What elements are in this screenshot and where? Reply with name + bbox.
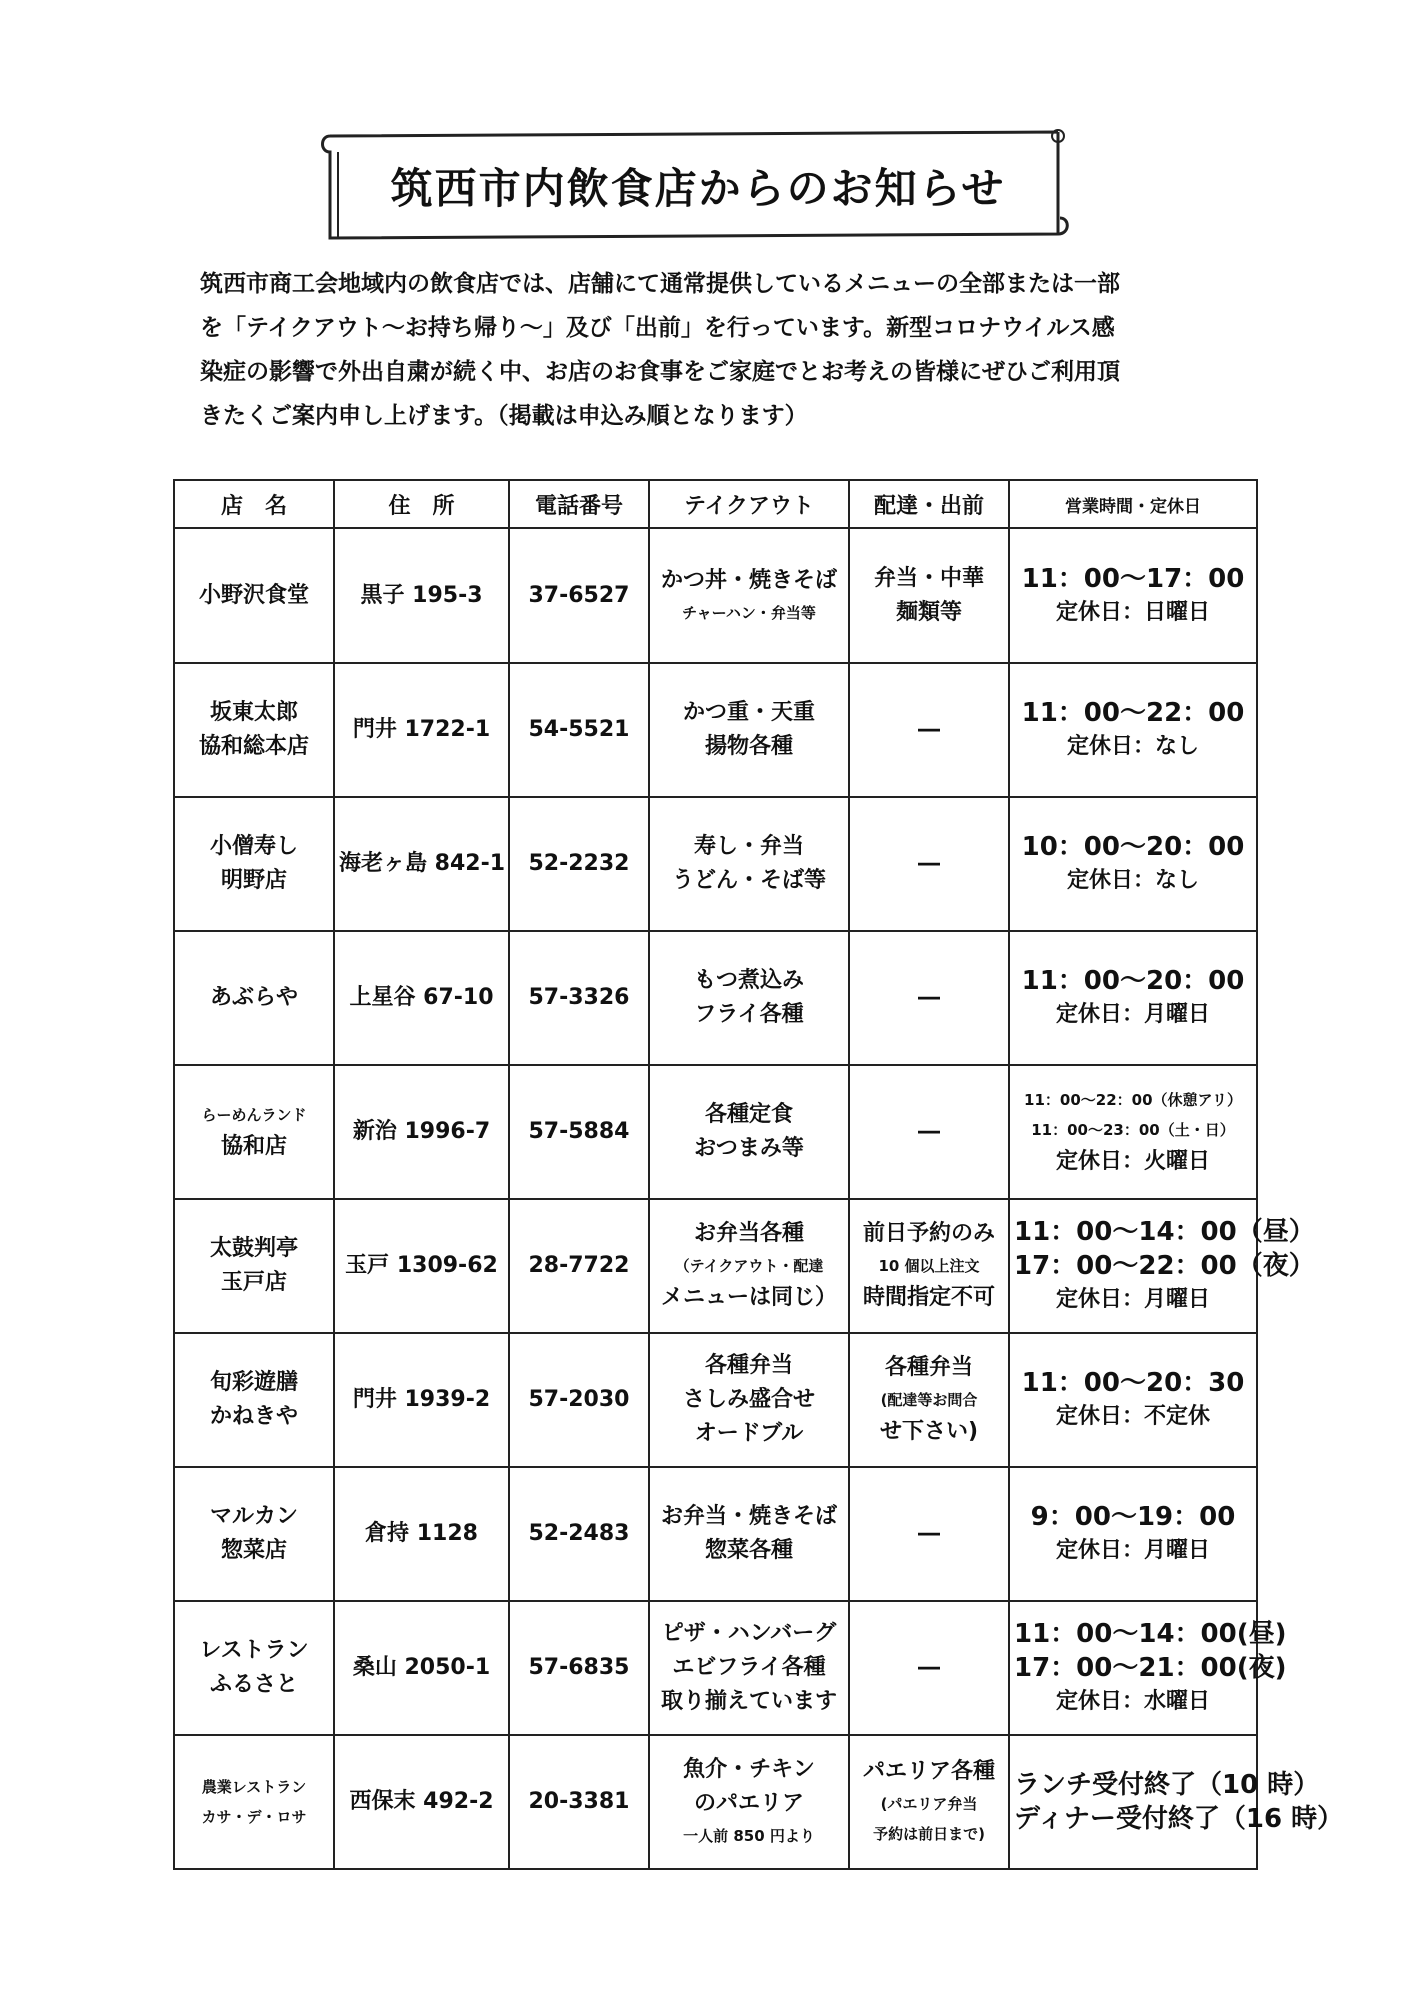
shop-name-line: 旬彩遊膳 bbox=[209, 1369, 298, 1395]
shop-takeout bbox=[649, 1467, 849, 1601]
shop-takeout-line: おつまみ等 bbox=[694, 1135, 804, 1161]
shop-address bbox=[334, 528, 509, 663]
shop-hours-line: ランチ受付終了（10 時） bbox=[1014, 1769, 1320, 1800]
shop-hours-line: 定休日：水曜日 bbox=[1055, 1688, 1210, 1714]
shop-takeout-line: かつ丼・焼きそば bbox=[660, 567, 837, 593]
shop-address bbox=[334, 1333, 509, 1467]
table-row bbox=[174, 1601, 1257, 1735]
shop-phone bbox=[509, 1467, 649, 1601]
shop-delivery-line: 予約は前日まで) bbox=[873, 1824, 985, 1843]
shop-delivery-line: 各種弁当 bbox=[884, 1354, 973, 1380]
shop-takeout-line: 取り揃えています bbox=[660, 1688, 837, 1714]
shop-takeout bbox=[649, 528, 849, 663]
shop-name bbox=[174, 1199, 334, 1333]
shop-delivery-line: 時間指定不可 bbox=[862, 1284, 995, 1310]
shop-phone bbox=[509, 931, 649, 1065]
shop-phone-line: 54-5521 bbox=[528, 717, 630, 742]
shop-name-line: レストラン bbox=[199, 1637, 309, 1663]
shop-hours bbox=[1009, 1333, 1257, 1467]
shop-address-line: 門井 1722-1 bbox=[352, 717, 491, 742]
shop-name-line: あぶらや bbox=[209, 984, 298, 1010]
shop-hours bbox=[1009, 797, 1257, 931]
shop-phone bbox=[509, 528, 649, 663]
shop-phone-line: 57-2030 bbox=[528, 1386, 630, 1412]
shop-name-line: 協和店 bbox=[220, 1133, 287, 1159]
shop-takeout-line: さしみ盛合せ bbox=[682, 1386, 815, 1412]
header-delivery: 配達・出前 bbox=[849, 480, 1009, 528]
shop-address-line: 門井 1939-2 bbox=[352, 1386, 491, 1412]
shop-hours bbox=[1009, 1467, 1257, 1601]
shop-address-line: 新治 1996-7 bbox=[352, 1118, 491, 1144]
shop-hours-line: 11：00～20：30 bbox=[1021, 1367, 1245, 1398]
shop-name-line: 農業レストラン bbox=[201, 1777, 307, 1796]
shop-delivery bbox=[849, 663, 1009, 797]
shop-takeout-line: 寿し・弁当 bbox=[693, 833, 804, 859]
shop-hours bbox=[1009, 528, 1257, 663]
shop-delivery bbox=[849, 1199, 1009, 1333]
shop-address-line: 上星谷 67-10 bbox=[349, 984, 494, 1010]
shop-name-line: マルカン bbox=[209, 1503, 298, 1529]
shop-delivery bbox=[849, 1333, 1009, 1467]
shop-hours bbox=[1009, 1065, 1257, 1199]
shop-phone-line: 37-6527 bbox=[528, 582, 630, 608]
shop-hours-line: 11：00～22：00 bbox=[1021, 698, 1245, 728]
shop-name-line: かねきや bbox=[209, 1403, 298, 1429]
shop-phone bbox=[509, 797, 649, 931]
shop-takeout-line: エビフライ各種 bbox=[672, 1654, 826, 1680]
shop-address bbox=[334, 797, 509, 931]
intro-line: きたくご案内申し上げます。（掲載は申込み順となります） bbox=[200, 403, 808, 429]
shop-hours-line: 定休日：不定休 bbox=[1055, 1403, 1210, 1429]
shop-takeout-line: お弁当各種 bbox=[693, 1220, 804, 1246]
shop-delivery-line: 前日予約のみ bbox=[862, 1220, 995, 1246]
shop-address-line: 玉戸 1309-62 bbox=[345, 1252, 498, 1278]
shop-takeout bbox=[649, 1199, 849, 1333]
shop-name-line: 明野店 bbox=[220, 867, 287, 893]
shop-delivery bbox=[849, 1735, 1009, 1869]
shop-phone bbox=[509, 1065, 649, 1199]
table-row bbox=[174, 1199, 1257, 1333]
header-name: 店 名 bbox=[174, 480, 334, 528]
shop-delivery bbox=[849, 1467, 1009, 1601]
shop-name bbox=[174, 931, 334, 1065]
shop-hours bbox=[1009, 1199, 1315, 1333]
table-row bbox=[174, 931, 1257, 1065]
shop-name-line: カサ・デ・ロサ bbox=[201, 1807, 307, 1826]
shop-address-line: 黒子 195-3 bbox=[360, 582, 483, 608]
shop-takeout-line: 揚物各種 bbox=[704, 734, 793, 759]
shop-name bbox=[174, 797, 334, 931]
shop-takeout-line: （テイクアウト・配達 bbox=[674, 1256, 824, 1275]
header-takeout: テイクアウト bbox=[649, 480, 849, 528]
shop-takeout-line: 魚介・チキン bbox=[683, 1756, 815, 1782]
shop-takeout bbox=[649, 663, 849, 797]
shop-hours-line: 9：00～19：00 bbox=[1030, 1501, 1236, 1532]
header-phone: 電話番号 bbox=[509, 480, 649, 528]
shop-hours-line: 定休日：なし bbox=[1066, 734, 1199, 759]
shop-takeout-line: 惣菜各種 bbox=[704, 1537, 793, 1563]
shop-takeout bbox=[649, 1735, 849, 1869]
shop-address bbox=[334, 1467, 509, 1601]
shop-name-line: 小野沢食堂 bbox=[198, 582, 309, 608]
shop-name bbox=[174, 1333, 334, 1467]
shop-hours-line: 11：00～14：00（昼） bbox=[1014, 1216, 1315, 1247]
shop-phone bbox=[509, 1601, 649, 1735]
shop-name-line: 惣菜店 bbox=[220, 1537, 287, 1563]
shop-phone-line: 57-5884 bbox=[528, 1118, 630, 1144]
shop-address bbox=[334, 1065, 509, 1199]
shop-takeout-line: のパエリア bbox=[693, 1790, 804, 1816]
shop-takeout bbox=[649, 1601, 849, 1735]
shop-hours-line: 11：00～22：00（休憩アリ） bbox=[1024, 1090, 1242, 1109]
shop-delivery-line: ― bbox=[918, 984, 940, 1010]
shop-delivery bbox=[849, 797, 1009, 931]
shop-takeout-line: 一人前 850 円より bbox=[683, 1826, 815, 1845]
shop-hours bbox=[1009, 931, 1257, 1065]
shop-hours-line: 定休日：月曜日 bbox=[1055, 1537, 1210, 1563]
table-row bbox=[174, 663, 1257, 797]
shop-takeout-line: オードブル bbox=[694, 1420, 804, 1446]
shop-address-line: 倉持 1128 bbox=[365, 1520, 478, 1546]
table-row bbox=[174, 1065, 1257, 1199]
table-body bbox=[174, 528, 1344, 1869]
shop-hours bbox=[1009, 1735, 1344, 1869]
shop-phone bbox=[509, 663, 649, 797]
shop-name bbox=[174, 1467, 334, 1601]
shop-delivery-line: パエリア各種 bbox=[862, 1758, 995, 1784]
shop-hours-line: 11：00～14：00(昼) bbox=[1014, 1618, 1287, 1649]
shop-name-line: 小僧寿し bbox=[209, 833, 298, 859]
shop-takeout-line: メニューは同じ） bbox=[660, 1284, 837, 1310]
shop-takeout bbox=[649, 1065, 849, 1199]
shop-name bbox=[174, 528, 334, 663]
shop-address bbox=[334, 663, 509, 797]
shop-takeout bbox=[649, 797, 849, 931]
shop-hours-line: 10：00～20：00 bbox=[1021, 831, 1245, 862]
shop-name-line: 玉戸店 bbox=[220, 1269, 287, 1295]
shop-takeout-line: フライ各種 bbox=[694, 1001, 804, 1027]
shop-delivery bbox=[849, 1065, 1009, 1199]
shop-phone-line: 52-2483 bbox=[528, 1520, 630, 1546]
shop-hours-line: 定休日：月曜日 bbox=[1055, 1001, 1210, 1027]
shop-hours-line: 17：00～21：00(夜) bbox=[1014, 1652, 1287, 1683]
shop-address bbox=[334, 1601, 509, 1735]
restaurant-table bbox=[173, 479, 1344, 1870]
shop-address bbox=[334, 1199, 509, 1333]
shop-delivery bbox=[849, 1601, 1009, 1735]
shop-hours-line: 11：00～23：00（土・日） bbox=[1031, 1120, 1235, 1139]
shop-takeout-line: かつ重・天重 bbox=[682, 700, 815, 725]
intro-line: を「テイクアウト～お持ち帰り～」及び「出前」を行っています。新型コロナウイルス感 bbox=[200, 315, 1115, 341]
intro-line: 染症の影響で外出自粛が続く中、お店のお食事をご家庭でとお考えの皆様にぜひご利用頂 bbox=[200, 359, 1120, 385]
shop-delivery-line: 麺類等 bbox=[895, 599, 962, 625]
shop-delivery-line: ― bbox=[918, 1520, 940, 1546]
shop-phone-line: 57-3326 bbox=[528, 984, 630, 1010]
shop-takeout-line: お弁当・焼きそば bbox=[660, 1503, 837, 1529]
title-banner bbox=[318, 126, 1078, 244]
header-row bbox=[174, 480, 1257, 528]
shop-name bbox=[174, 1601, 334, 1735]
shop-delivery-line: 10 個以上注文 bbox=[878, 1256, 980, 1275]
table-row bbox=[174, 1735, 1257, 1869]
shop-name bbox=[174, 1065, 334, 1199]
page-title: 筑西市内飲食店からのお知らせ bbox=[390, 164, 1006, 213]
shop-hours-line: 定休日：月曜日 bbox=[1055, 1286, 1210, 1312]
shop-phone bbox=[509, 1735, 649, 1869]
shop-name-line: らーめんランド bbox=[201, 1105, 307, 1124]
table-row bbox=[174, 1333, 1257, 1467]
shop-phone-line: 52-2232 bbox=[528, 850, 630, 876]
table-row bbox=[174, 797, 1257, 931]
intro-paragraph bbox=[200, 262, 1220, 438]
shop-takeout-line: 各種弁当 bbox=[704, 1352, 793, 1378]
shop-name-line: ふるさと bbox=[209, 1671, 298, 1697]
shop-delivery bbox=[849, 931, 1009, 1065]
shop-address-line: 海老ヶ島 842-1 bbox=[339, 850, 506, 876]
shop-hours bbox=[1009, 663, 1257, 797]
shop-hours bbox=[1009, 1601, 1287, 1735]
shop-takeout bbox=[649, 1333, 849, 1467]
shop-takeout-line: もつ煮込み bbox=[693, 967, 804, 993]
shop-delivery-line: せ下さい) bbox=[879, 1418, 979, 1444]
shop-hours-line: ディナー受付終了（16 時） bbox=[1014, 1803, 1344, 1834]
shop-address bbox=[334, 931, 509, 1065]
shop-name-line: 太鼓判亭 bbox=[209, 1235, 298, 1261]
shop-address bbox=[334, 1735, 509, 1869]
header-address: 住 所 bbox=[334, 480, 509, 528]
shop-phone-line: 57-6835 bbox=[528, 1654, 630, 1680]
shop-delivery-line: (パエリア弁当 bbox=[880, 1794, 978, 1813]
shop-delivery-line: ― bbox=[918, 850, 940, 876]
shop-hours-line: 定休日：火曜日 bbox=[1055, 1148, 1210, 1174]
shop-delivery bbox=[849, 528, 1009, 663]
shop-delivery-line: ― bbox=[918, 717, 940, 742]
header-hours: 営業時間・定休日 bbox=[1009, 480, 1257, 528]
shop-hours-line: 11：00～17：00 bbox=[1021, 563, 1245, 594]
shop-delivery-line: 弁当・中華 bbox=[873, 565, 984, 591]
shop-address-line: 桑山 2050-1 bbox=[352, 1654, 491, 1680]
shop-phone-line: 20-3381 bbox=[528, 1788, 630, 1814]
shop-name-line: 協和総本店 bbox=[198, 734, 309, 759]
shop-phone-line: 28-7722 bbox=[528, 1252, 630, 1278]
shop-takeout bbox=[649, 931, 849, 1065]
table-row bbox=[174, 1467, 1257, 1601]
shop-delivery-line: ― bbox=[918, 1654, 940, 1680]
shop-takeout-line: ピザ・ハンバーグ bbox=[661, 1620, 837, 1646]
shop-name-line: 坂東太郎 bbox=[209, 700, 298, 725]
shop-phone bbox=[509, 1199, 649, 1333]
shop-delivery-line: (配達等お問合 bbox=[880, 1390, 978, 1409]
shop-hours-line: 17：00～22：00（夜） bbox=[1014, 1250, 1315, 1281]
shop-phone bbox=[509, 1333, 649, 1467]
shop-address-line: 西保末 492-2 bbox=[349, 1788, 494, 1814]
shop-delivery-line: ― bbox=[918, 1118, 940, 1144]
shop-hours-line: 定休日：日曜日 bbox=[1055, 599, 1210, 625]
shop-takeout-line: 各種定食 bbox=[704, 1101, 793, 1127]
shop-takeout-line: うどん・そば等 bbox=[671, 867, 826, 893]
shop-name bbox=[174, 1735, 334, 1869]
table-row bbox=[174, 528, 1257, 663]
intro-line: 筑西市商工会地域内の飲食店では、店舗にて通常提供しているメニューの全部または一部 bbox=[200, 271, 1120, 297]
shop-name bbox=[174, 663, 334, 797]
shop-hours-line: 定休日：なし bbox=[1066, 867, 1199, 893]
shop-takeout-line: チャーハン・弁当等 bbox=[682, 603, 816, 622]
shop-hours-line: 11：00～20：00 bbox=[1021, 965, 1245, 996]
